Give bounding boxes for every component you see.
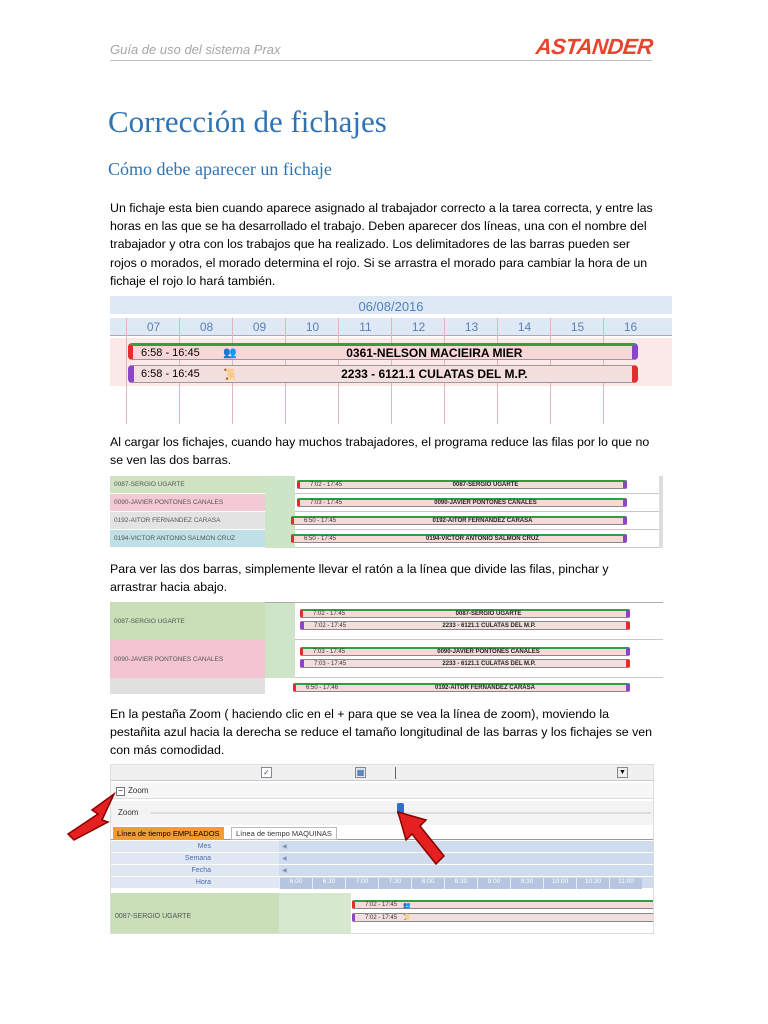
astander-logo: ASTANDER	[534, 34, 654, 59]
row-side-bg	[265, 640, 295, 678]
paragraph-2: Al cargar los fichajes, cuando hay muchos trabajadores, el programa reduce las filas por lo que no se ven las dos barras.	[110, 435, 650, 468]
worker-row-label: 0090-JAVIER PONTONES CANALES	[114, 499, 224, 506]
zoom-row	[111, 801, 654, 825]
bar-time: 7:02 - 17:45	[314, 622, 347, 629]
hour-label: 07	[146, 320, 161, 334]
time-row-track	[279, 841, 654, 853]
hour-cell: 7:00	[345, 878, 378, 889]
bar-time: 6:50 - 17:45	[304, 536, 337, 542]
hour-label: 12	[411, 320, 426, 334]
scroll-left-icon[interactable]: ◀	[282, 844, 287, 850]
row-divider	[295, 511, 663, 512]
row-side-bg	[265, 494, 295, 512]
worker-row-label: 0090-JAVIER PONTONES CANALES	[114, 656, 224, 663]
task-bar[interactable]	[128, 365, 638, 383]
hour-cell: 10:30	[576, 878, 609, 889]
bar-name: 0090-JAVIER PONTONES CANALES	[434, 500, 537, 506]
worker-bar[interactable]	[291, 534, 627, 543]
bar-time: 7:03 - 17:45	[310, 500, 343, 506]
hour-cell: 6:30	[312, 878, 345, 889]
bar-time: 7:02 - 17:45	[365, 914, 398, 921]
task-bar[interactable]	[352, 913, 654, 922]
bar-name: 0192-AITOR FERNANDEZ CARASA	[435, 685, 535, 691]
worker-row-label: 0087-SERGIO UGARTE	[114, 481, 185, 488]
worker-row-label: 0192-AITOR FERNANDEZ CARASA	[114, 517, 221, 524]
bar-name: 2233 - 6121.1 CULATAS DEL M.P.	[442, 622, 536, 629]
worker-row-label: 0194-VICTOR ANTONIO SALMON CRUZ	[114, 535, 236, 542]
worker-row-label: 0087-SERGIO UGARTE	[114, 618, 185, 625]
task-bar-name: 2233 - 6121.1 CULATAS DEL M.P.	[341, 367, 528, 381]
dropdown-arrow-icon[interactable]: ▼	[617, 767, 628, 778]
bar-name: 0090-JAVIER PONTONES CANALES	[437, 649, 540, 655]
hour-cell: 7:30	[378, 878, 411, 889]
zoom-header-label: Zoom	[128, 786, 149, 795]
hour-cell: 10:00	[543, 878, 576, 889]
worker-bar[interactable]	[300, 609, 630, 618]
screenshot-timeline-large	[110, 296, 672, 424]
bar-time: 6:50 - 17:46	[306, 685, 339, 691]
worker-bar[interactable]	[300, 647, 630, 656]
zoom-row-label: Zoom	[118, 808, 139, 817]
bar-time: 7:02 - 17:45	[310, 482, 343, 488]
time-row-label: Mes	[197, 843, 211, 850]
bar-name: 2233 - 6121.1 CULATAS DEL M.P.	[442, 660, 536, 667]
red-arrow-right	[392, 808, 450, 870]
worker-bar[interactable]	[291, 516, 627, 525]
header-divider	[110, 60, 652, 61]
bar-time: 7:02 - 17:45	[313, 611, 346, 617]
hour-label: 15	[570, 320, 585, 334]
hour-cell: 9:00	[477, 878, 510, 889]
hour-label: 14	[517, 320, 532, 334]
screenshot-zoom-panel	[110, 764, 654, 934]
time-row-label: Hora	[195, 879, 211, 886]
tab-employees[interactable]: Línea de tiempo EMPLEADOS	[113, 827, 224, 840]
worker-bar[interactable]	[297, 498, 627, 507]
time-row-track	[279, 853, 654, 865]
header-guide-text: Guía de uso del sistema Prax	[110, 42, 281, 57]
row-label-bg	[110, 678, 265, 694]
top-divider	[265, 602, 663, 603]
row-divider	[295, 639, 663, 640]
row-side-bg	[265, 476, 295, 494]
task-bar[interactable]	[300, 621, 630, 630]
worker-bar[interactable]	[293, 683, 630, 692]
hour-label: 11	[359, 320, 372, 334]
bar-name: 0192-AITOR FERNANDEZ CARASA	[432, 518, 533, 524]
task-bar[interactable]	[300, 659, 630, 668]
bar-name: 0087-SERGIO UGARTE	[452, 482, 519, 488]
task-icon: 📜	[403, 915, 411, 921]
hour-cell: 9:30	[510, 878, 543, 889]
section-subtitle: Cómo debe aparecer un fichaje	[108, 159, 332, 179]
hour-cell: 8:30	[444, 878, 477, 889]
task-icon: 📜	[223, 368, 237, 381]
hour-label: 08	[199, 320, 214, 334]
paragraph-3: Para ver las dos barras, simplemente llevar el ratón a la línea que divide las filas, pinchar y arrastrar hacia abajo.	[110, 562, 609, 595]
hour-cell: 8:00	[411, 878, 444, 889]
timeline-date: 06/08/2016	[110, 296, 672, 314]
bar-time: 6:50 - 17:45	[304, 518, 337, 524]
collapse-icon[interactable]: −	[116, 787, 125, 796]
worker-bar[interactable]	[128, 343, 638, 360]
row-side-bg	[265, 602, 295, 640]
screenshot-compact-rows	[110, 476, 663, 548]
row-divider	[295, 529, 663, 530]
hour-gridline	[126, 318, 127, 424]
row-divider	[295, 493, 663, 494]
hour-cell: 6:00	[279, 878, 312, 889]
time-row-label: Fecha	[191, 867, 211, 874]
workers-icon: 👥	[403, 902, 411, 909]
checkbox-icon[interactable]: ✓	[261, 767, 272, 778]
hour-cell: 11:00	[609, 878, 642, 889]
page-title: Corrección de fichajes	[108, 104, 387, 139]
worker-bar-time: 6:58 - 16:45	[141, 346, 200, 359]
zoom-header	[111, 783, 654, 799]
screenshot-expanded-rows	[110, 602, 663, 694]
toolbar-strip	[111, 765, 654, 781]
scroll-left-icon[interactable]: ◀	[282, 856, 287, 862]
paragraph-4: En la pestaña Zoom ( haciendo clic en el + para que se vea la línea de zoom), moviendo la pestañita azul hacia la derecha se reduce el tamaño longitudinal de las barras y los fichajes se ven con más comodidad.	[110, 707, 653, 758]
workers-icon: 👥	[223, 347, 237, 359]
hour-label: 16	[623, 320, 638, 334]
task-bar-time: 6:58 - 16:45	[141, 368, 200, 380]
worker-label: 0087-SERGIO UGARTE	[115, 913, 192, 920]
bar-time: 7:03 - 17:45	[313, 649, 346, 655]
bar-name: 0194-VICTOR ANTONIO SALMON CRUZ	[426, 536, 539, 542]
bar-time: 7:03 - 17:45	[314, 660, 347, 667]
scroll-left-icon[interactable]: ◀	[282, 868, 287, 874]
row-divider	[295, 547, 663, 548]
hour-label: 10	[305, 320, 320, 334]
worker-bar-name: 0361-NELSON MACIEIRA MIER	[346, 345, 523, 360]
separator	[395, 767, 396, 779]
red-arrow-left	[62, 788, 134, 846]
grid-icon[interactable]: ▦	[356, 768, 365, 777]
tab-machines[interactable]: Línea de tiempo MAQUINAS	[231, 827, 337, 840]
row-divider	[295, 677, 663, 678]
bar-name: 0087-SERGIO UGARTE	[455, 611, 522, 617]
time-row-label: Semana	[184, 855, 211, 862]
paragraph-1: Un fichaje esta bien cuando aparece asignado al trabajador correcto a la tarea correcta, y entre las horas en las que se ha desarrollado el trabajo. Deben aparecer dos líneas, una con el nombre del trabajador y otra con los trabajos que ha realizado. Los delimitadores de las barras pueden ser rojos o morados, el morado determina el rojo. Si se arrastra el morado para cambiar la hora de un fichaje el rojo lo hará también.	[110, 201, 653, 288]
hour-label: 09	[252, 320, 267, 334]
scrollbar[interactable]	[659, 476, 663, 548]
time-row-track	[279, 865, 654, 877]
tab-bar	[111, 826, 654, 840]
worker-bar[interactable]	[352, 900, 654, 909]
hour-label: 13	[464, 320, 479, 334]
bar-time: 7:02 - 17:45	[365, 902, 398, 908]
worker-bar[interactable]	[297, 480, 627, 489]
worker-side-bg	[279, 893, 351, 933]
